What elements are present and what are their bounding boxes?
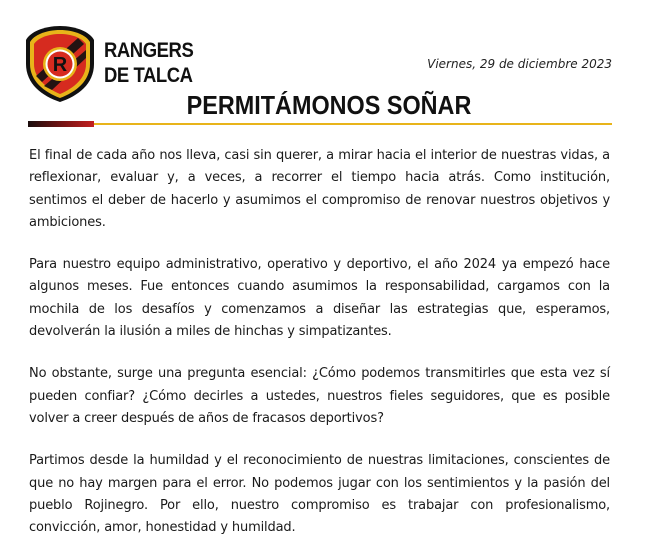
document-title: PERMITÁMONOS SOÑAR: [186, 90, 472, 120]
header-divider: [28, 123, 612, 125]
document-date: Viernes, 29 de diciembre 2023: [427, 57, 612, 71]
club-name: [104, 38, 193, 88]
body-paragraph: Para nuestro equipo administrativo, operativo y deportivo, el año 2024 ya empezó hace algunos meses. Fue entonces cuando asumimos la responsabilidad, cargamos con la mochila de los desafíos y comenzamos a diseñar las estrategias que, esperamos, devolverán la ilusión a miles de hinchas y simpatizantes.: [29, 257, 610, 340]
crest-letter: R: [52, 54, 68, 76]
club-name-line2: DE TALCA: [104, 64, 193, 87]
body-paragraph: Partimos desde la humildad y el reconocimiento de nuestras limitaciones, conscientes de que no hay margen para el error. No podemos jugar con los sentimientos y la pasión del pueblo Rojinegro. Por ello, nuestro compromiso es trabajar con profesionalismo, convicción, amor, honestidad y humildad.: [29, 453, 610, 536]
body-paragraph: No obstante, surge una pregunta esencial: ¿Cómo podemos transmitirles que esta vez sí pueden confiar? ¿Cómo decirles a ustedes, nuestros fieles seguidores, que es posible volver a creer después de años de fracasos deportivos?: [29, 366, 610, 426]
letterhead: [0, 0, 658, 130]
letter-body: [29, 145, 610, 559]
body-paragraph: El final de cada año nos lleva, casi sin querer, a mirar hacia el interior de nuestras vidas, a reflexionar, evaluar y, a veces, a recorrer el tiempo hacia atrás. Como institución, sentimos el deber de hacerlo y asumimos el compromiso de renovar nuestros objetivos y ambiciones.: [29, 148, 610, 230]
header-divider-accent: [28, 121, 94, 127]
club-name-line1: RANGERS: [104, 39, 194, 62]
